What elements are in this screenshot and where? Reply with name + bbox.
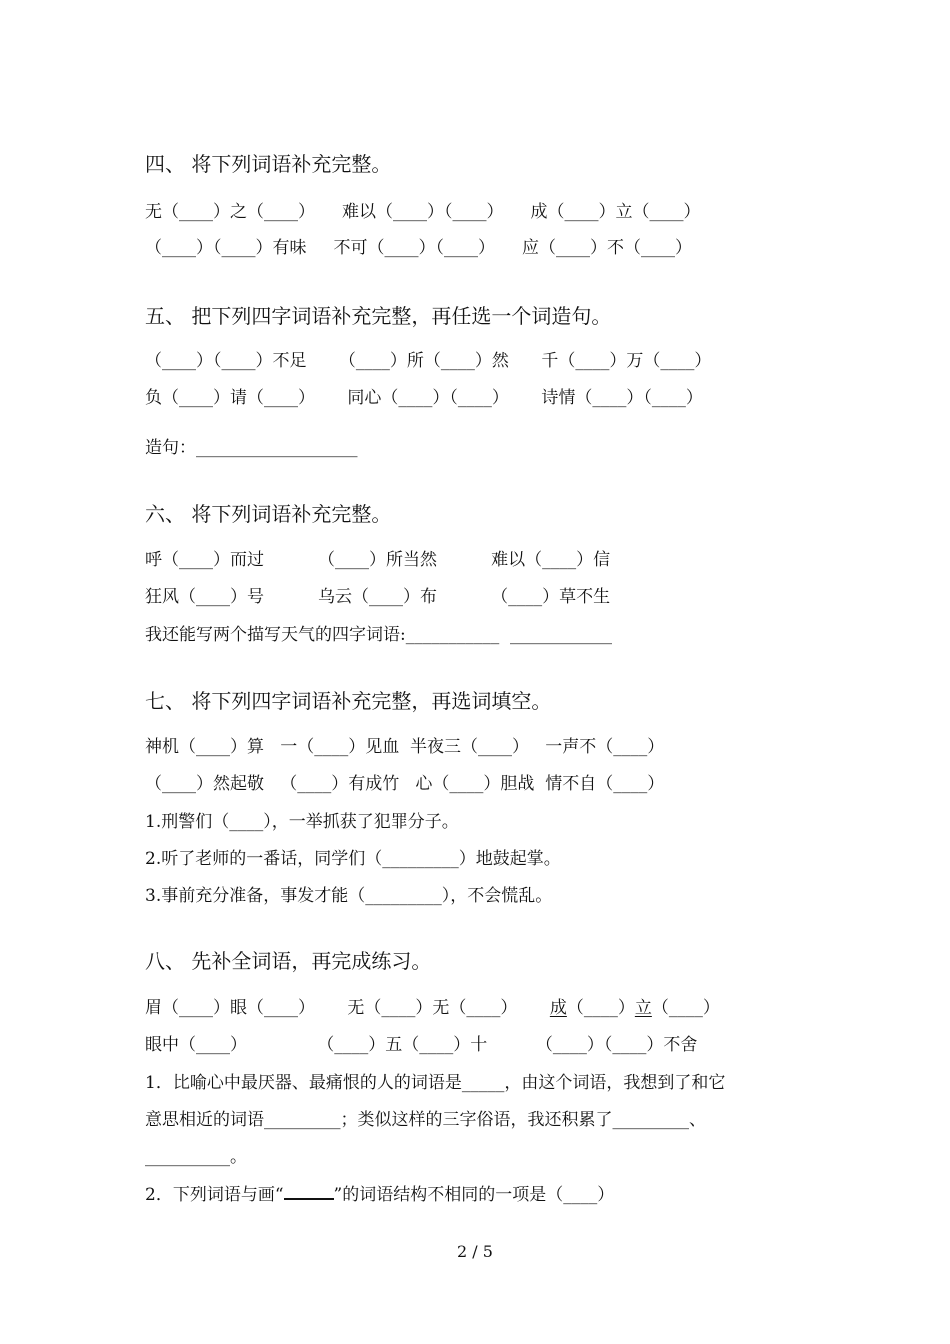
section-5-title: 五、 把下列四字词语补充完整，再任选一个词造句。	[145, 304, 612, 328]
row-1-part-end: （____）	[651, 998, 720, 1018]
section-5-row-2: 负（____）请（____） 同心（____）（____） 诗情（____）（____）	[145, 388, 703, 408]
page-number: 2 / 5	[457, 1242, 493, 1261]
q2-prefix: 2．下列词语与画“	[145, 1185, 284, 1205]
section-6-title: 六、 将下列词语补充完整。	[145, 502, 392, 526]
section-7-row-1: 神机（____）算 一（____）见血 半夜三（____） 一声不（____）	[145, 737, 665, 757]
section-7-question-1: 1.刑警们（____），一举抓获了犯罪分子。	[145, 812, 459, 832]
section-8-q1-line-3: __________。	[145, 1147, 247, 1167]
row-1-part-mid: （____）	[566, 998, 635, 1018]
section-7-title: 七、 将下列四字词语补充完整，再选词填空。	[145, 689, 552, 713]
section-8-q1-line-2: 意思相近的词语_________；类似这样的三字俗语，我还积累了_________、	[145, 1110, 706, 1130]
section-6-row-1: 呼（____）而过 （____）所当然 难以（____）信	[145, 550, 611, 570]
section-7-row-2: （____）然起敬 （____）有成竹 心（____）胆战 情不自（____）	[145, 774, 665, 794]
section-8-row-2: 眼中（____） （____）五（____）十 （____）（____）不舍	[145, 1035, 698, 1055]
section-5-row-1: （____）（____）不足 （____）所（____）然 千（____）万（____）	[145, 351, 712, 371]
section-4-row-2: （____）（____）有味 不可（____）（____） 应（____）不（____）	[145, 238, 693, 258]
q2-suffix: ”的词语结构不相同的一项是（____）	[333, 1185, 615, 1205]
section-6-row-3: 我还能写两个描写天气的四字词语:___________ ____________	[145, 625, 613, 645]
section-4-title: 四、 将下列词语补充完整。	[145, 152, 392, 176]
section-8-title: 八、 先补全词语，再完成练习。	[145, 949, 432, 973]
section-5-sentence: 造句：___________________	[145, 438, 358, 458]
underlined-char-li: 立	[634, 998, 652, 1018]
section-8-question-2	[145, 1180, 614, 1205]
underline-blank	[284, 1184, 334, 1200]
row-1-part-a: 眉（____）眼（____） 无（____）无（____）	[145, 998, 550, 1018]
section-8-row-1	[145, 993, 720, 1018]
section-7-question-3: 3.事前充分准备，事发才能（_________），不会慌乱。	[145, 886, 553, 906]
section-6-row-2: 狂风（____）号 乌云（____）布 （____）草不生	[145, 587, 611, 607]
underlined-char-cheng: 成	[549, 998, 567, 1018]
section-8-q1-line-1: 1．比喻心中最厌器、最痛恨的人的词语是_____，由这个词语，我想到了和它	[145, 1073, 726, 1093]
section-4-row-1: 无（____）之（____） 难以（____）（____） 成（____）立（____）	[145, 202, 701, 222]
section-7-question-2: 2.听了老师的一番话，同学们（_________）地鼓起掌。	[145, 849, 561, 869]
